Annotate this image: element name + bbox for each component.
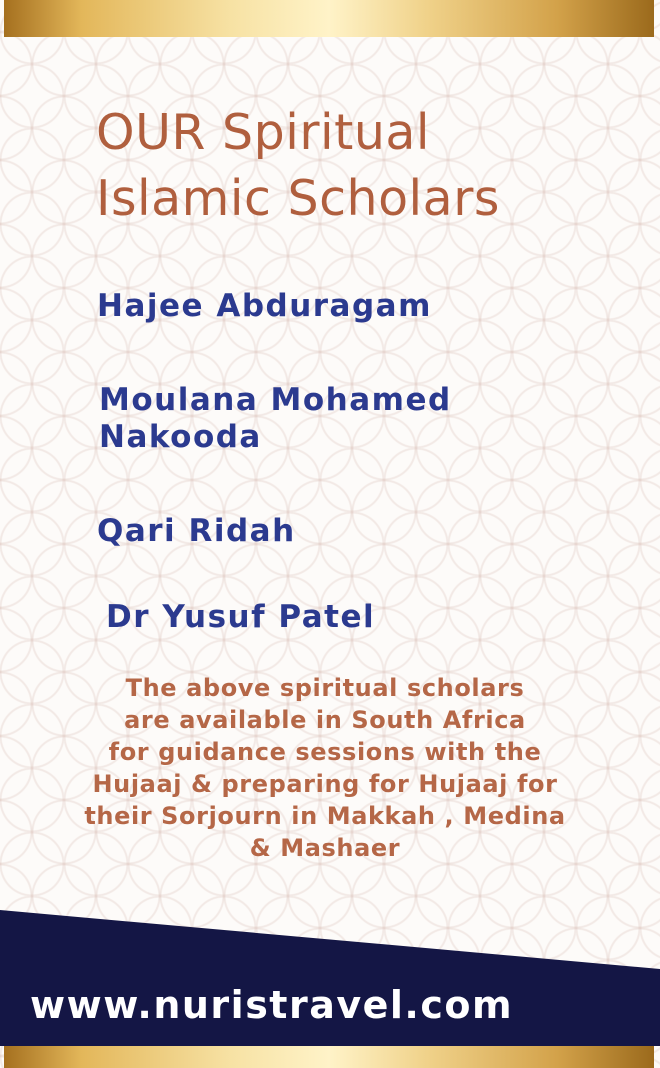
- title-line-1: OUR Spiritual: [96, 104, 431, 161]
- website-link[interactable]: www.nuristravel.com: [30, 983, 514, 1027]
- note-line: their Sorjourn in Makkah , Medina: [84, 802, 566, 830]
- scholar-name-moulana-mohamed-nakooda: [99, 382, 452, 456]
- scholar-name-hajee-abduragam: [97, 288, 432, 325]
- title-line-2: Islamic Scholars: [96, 170, 500, 227]
- gold-bottom-border: [4, 1046, 654, 1068]
- page-title: [96, 100, 500, 232]
- scholar-name-qari-ridah: [97, 513, 296, 550]
- scholar-name-line: Moulana Mohamed: [99, 382, 452, 418]
- note-line: Hujaaj & preparing for Hujaaj for: [92, 770, 558, 798]
- note-line: for guidance sessions with the: [108, 738, 542, 766]
- scholar-name-line: Nakooda: [99, 419, 262, 455]
- scholar-name-line: Hajee Abduragam: [97, 288, 432, 324]
- scholar-name-dr-yusuf-patel: [106, 599, 375, 636]
- note-line: are available in South Africa: [124, 706, 526, 734]
- note-line: The above spiritual scholars: [125, 674, 525, 702]
- note-line: & Mashaer: [249, 834, 401, 862]
- gold-top-border: [4, 0, 654, 37]
- availability-note: [20, 672, 630, 864]
- scholar-name-line: Dr Yusuf Patel: [106, 599, 376, 635]
- scholar-name-line: Qari Ridah: [97, 513, 296, 549]
